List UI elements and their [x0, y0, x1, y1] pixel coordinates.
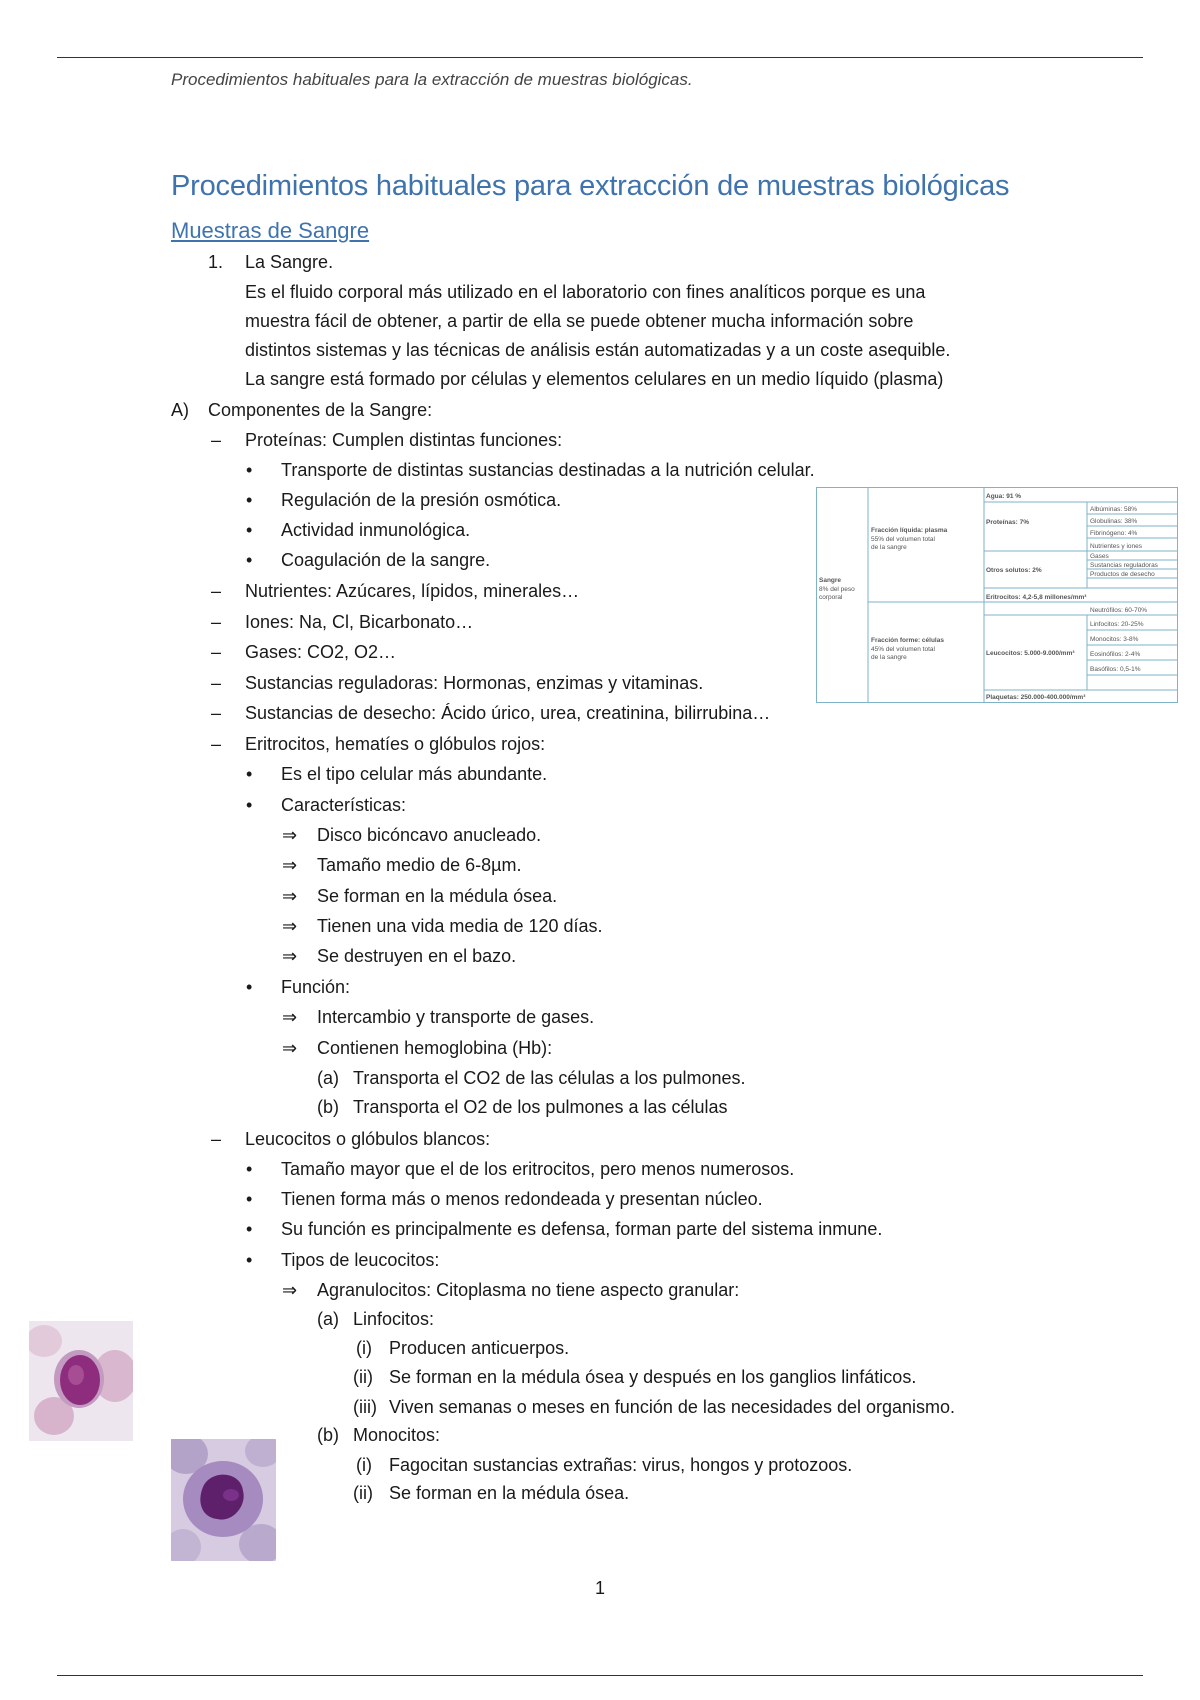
arrow-bullet: ⇒ — [282, 1280, 298, 1300]
list-item: Coagulación de la sangre. — [281, 550, 491, 570]
table-cell: Fracción forme: células — [871, 637, 944, 644]
list-item: Transporta el O2 de los pulmones a las células — [353, 1097, 728, 1117]
list-marker: (ii) — [353, 1367, 373, 1387]
table-cell: Fracción líquida: plasma — [871, 527, 948, 534]
list-item: Se destruyen en el bazo. — [317, 946, 517, 966]
list-item: Se forman en la médula ósea. — [317, 886, 558, 906]
list-item: Regulación de la presión osmótica. — [281, 490, 562, 510]
arrow-bullet: ⇒ — [282, 825, 298, 845]
dash-bullet: – — [211, 673, 222, 693]
table-cell: Gases — [1090, 553, 1109, 560]
table-cell: 8% del peso — [819, 586, 855, 593]
page-title: Procedimientos habituales para extracción de muestras biológicas — [171, 170, 1010, 202]
list-item: Intercambio y transporte de gases. — [317, 1007, 595, 1027]
dash-bullet: – — [211, 734, 222, 754]
dash-bullet: – — [211, 430, 222, 450]
table-cell: Leucocitos: 5.000-9.000/mm³ — [986, 650, 1075, 657]
list-marker: (b) — [317, 1097, 339, 1117]
list-item: Eritrocitos, hematíes o glóbulos rojos: — [245, 734, 546, 754]
table-cell: Neutrófilos: 60-70% — [1090, 607, 1148, 614]
table-cell: Fibrinógeno: 4% — [1090, 530, 1138, 537]
bullet: • — [246, 520, 253, 540]
list-item: Se forman en la médula ósea. — [389, 1483, 630, 1503]
list-item: Transporta el CO2 de las células a los pulmones. — [353, 1068, 746, 1088]
list-item: Tienen una vida media de 120 días. — [317, 916, 603, 936]
dash-bullet: – — [211, 642, 222, 662]
table-cell: 55% del volumen total — [871, 536, 935, 543]
list-marker: (ii) — [353, 1483, 373, 1503]
table-cell: Eritrocitos: 4,2-5,8 millones/mm³ — [986, 594, 1087, 601]
lymphocyte-micrograph — [29, 1321, 133, 1441]
section-heading: La Sangre. — [245, 252, 334, 272]
table-cell: de la sangre — [871, 544, 907, 551]
dash-bullet: – — [211, 703, 222, 723]
list-marker: (iii) — [353, 1397, 377, 1417]
list-item: Es el tipo celular más abundante. — [281, 764, 548, 784]
list-item: Transporte de distintas sustancias destinadas a la nutrición celular. — [281, 460, 815, 480]
arrow-bullet: ⇒ — [282, 886, 298, 906]
list-item: Agranulocitos: Citoplasma no tiene aspecto granular: — [317, 1280, 740, 1300]
bullet: • — [246, 977, 253, 997]
table-cell: Proteínas: 7% — [986, 519, 1029, 526]
list-item: Tamaño medio de 6-8µm. — [317, 855, 522, 875]
top-rule — [57, 57, 1143, 58]
bullet: • — [246, 795, 253, 815]
table-cell: Nutrientes y iones — [1090, 543, 1143, 550]
bullet: • — [246, 1250, 253, 1270]
table-cell: Eosinófilos: 2-4% — [1090, 651, 1141, 658]
list-marker: (b) — [317, 1425, 339, 1445]
table-cell: Sustancias reguladoras — [1090, 562, 1158, 569]
page-number: 1 — [595, 1578, 606, 1598]
bullet: • — [246, 550, 253, 570]
bullet: • — [246, 764, 253, 784]
arrow-bullet: ⇒ — [282, 1038, 298, 1058]
list-item: Viven semanas o meses en función de las necesidades del organismo. — [389, 1397, 956, 1417]
list-item: Se forman en la médula ósea y después en los ganglios linfáticos. — [389, 1367, 917, 1387]
list-item: Tienen forma más o menos redondeada y presentan núcleo. — [281, 1189, 763, 1209]
table-cell: corporal — [819, 594, 843, 601]
list-item: Actividad inmunológica. — [281, 520, 471, 540]
list-item: Gases: CO2, O2… — [245, 642, 397, 662]
paragraph-line: distintos sistemas y las técnicas de análisis están automatizadas y a un coste asequible. — [245, 340, 951, 360]
list-marker: 1. — [208, 252, 224, 272]
paragraph-line: Es el fluido corporal más utilizado en el laboratorio con fines analíticos porque es una — [245, 282, 926, 302]
table-cell: Plaquetas: 250.000-400.000/mm³ — [986, 694, 1086, 701]
list-item: Producen anticuerpos. — [389, 1338, 570, 1358]
bullet: • — [246, 1189, 253, 1209]
list-item: Tamaño mayor que el de los eritrocitos, pero menos numerosos. — [281, 1159, 795, 1179]
monocyte-micrograph — [171, 1439, 276, 1561]
list-item: Tipos de leucocitos: — [281, 1250, 440, 1270]
list-marker: (i) — [356, 1455, 372, 1475]
dash-bullet: – — [211, 581, 222, 601]
running-header: Procedimientos habituales para la extracción de muestras biológicas. — [171, 70, 693, 89]
list-marker: (a) — [317, 1068, 339, 1088]
list-item: Sustancias reguladoras: Hormonas, enzimas y vitaminas. — [245, 673, 704, 693]
arrow-bullet: ⇒ — [282, 855, 298, 875]
list-item: Sustancias de desecho: Ácido úrico, urea, creatinina, bilirrubina… — [245, 703, 771, 723]
arrow-bullet: ⇒ — [282, 916, 298, 936]
list-marker: A) — [171, 400, 189, 420]
list-item: Nutrientes: Azúcares, lípidos, minerales… — [245, 581, 580, 601]
bullet: • — [246, 490, 253, 510]
list-item: Función: — [281, 977, 351, 997]
section-heading: Componentes de la Sangre: — [208, 400, 433, 420]
list-item: Contienen hemoglobina (Hb): — [317, 1038, 553, 1058]
dash-bullet: – — [211, 612, 222, 632]
table-cell: Globulinas: 38% — [1090, 518, 1138, 525]
list-item: Iones: Na, Cl, Bicarbonato… — [245, 612, 474, 632]
arrow-bullet: ⇒ — [282, 1007, 298, 1027]
table-cell: Basófilos: 0,5-1% — [1090, 666, 1141, 673]
list-marker: (i) — [356, 1338, 372, 1358]
bullet: • — [246, 1159, 253, 1179]
table-cell: Otros solutos: 2% — [986, 567, 1042, 574]
paragraph-line: muestra fácil de obtener, a partir de ella se puede obtener mucha información sobre — [245, 311, 914, 331]
section-subtitle: Muestras de Sangre — [171, 218, 370, 243]
list-item: Disco bicóncavo anucleado. — [317, 825, 542, 845]
table-cell: Sangre — [819, 577, 842, 584]
dash-bullet: – — [211, 1129, 222, 1149]
blood-composition-figure — [816, 487, 1178, 703]
list-item: Características: — [281, 795, 407, 815]
table-cell: Agua: 91 % — [986, 493, 1022, 500]
list-item: Leucocitos o glóbulos blancos: — [245, 1129, 491, 1149]
list-marker: (a) — [317, 1309, 339, 1329]
arrow-bullet: ⇒ — [282, 946, 298, 966]
table-cell: de la sangre — [871, 654, 907, 661]
list-item: Proteínas: Cumplen distintas funciones: — [245, 430, 563, 450]
bottom-rule — [57, 1675, 1143, 1676]
table-cell: Productos de desecho — [1090, 571, 1155, 578]
list-item: Fagocitan sustancias extrañas: virus, hongos y protozoos. — [389, 1455, 853, 1475]
list-item: Linfocitos: — [353, 1309, 435, 1329]
table-cell: Linfocitos: 20-25% — [1090, 621, 1144, 628]
bullet: • — [246, 460, 253, 480]
list-item: Monocitos: — [353, 1425, 441, 1445]
list-item: Su función es principalmente es defensa, forman parte del sistema inmune. — [281, 1219, 883, 1239]
paragraph-line: La sangre está formado por células y elementos celulares en un medio líquido (plasma) — [245, 369, 944, 389]
bullet: • — [246, 1219, 253, 1239]
table-cell: Albúminas: 58% — [1090, 506, 1137, 513]
table-cell: 45% del volumen total — [871, 646, 935, 653]
table-cell: Monocitos: 3-8% — [1090, 636, 1139, 643]
